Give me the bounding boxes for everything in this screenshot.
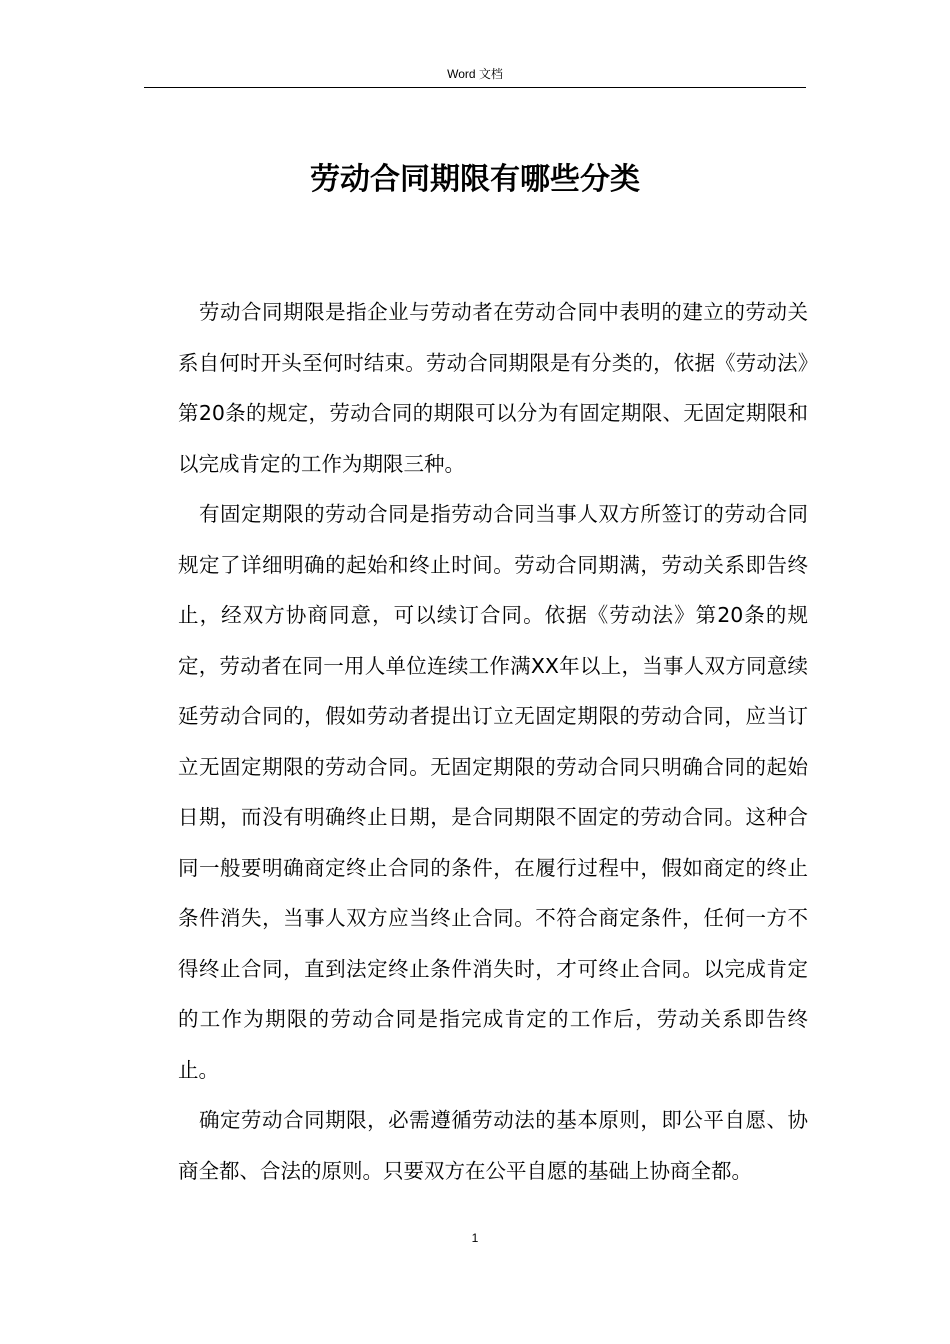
header-divider bbox=[144, 87, 806, 88]
page-header-label: Word 文档 bbox=[447, 67, 503, 81]
paragraph-2: 有固定期限的劳动合同是指劳动合同当事人双方所签订的劳动合同规定了详细明确的起始和终止时间。劳动合同期满，劳动关系即告终止，经双方协商同意，可以续订合同。依据《劳动法》第20条的规定，劳动者在同一用人单位连续工作满XX年以上，当事人双方同意续延劳动合同的，假如劳动者提出订立无固定期限的劳动合同，应当订立无固定期限的劳动合同。无固定期限的劳动合同只明确合同的起始日期，而没有明确终止日期，是合同期限不固定的劳动合同。这种合同一般要明确商定终止合同的条件，在履行过程中，假如商定的终止条件消失，当事人双方应当终止合同。不符合商定条件，任何一方不得终止合同，直到法定终止条件消失时，才可终止合同。以完成肯定的工作为期限的劳动合同是指完成肯定的工作后，劳动关系即告终止。 bbox=[178, 502, 808, 1082]
paragraph-3: 确定劳动合同期限，必需遵循劳动法的基本原则，即公平自愿、协商全都、合法的原则。只要双方在公平自愿的基础上协商全都。 bbox=[178, 1108, 808, 1183]
document-body bbox=[178, 287, 808, 1196]
document-title: 劳动合同期限有哪些分类 bbox=[310, 162, 640, 197]
page-number: 1 bbox=[471, 1231, 479, 1245]
paragraph-1: 劳动合同期限是指企业与劳动者在劳动合同中表明的建立的劳动关系自何时开头至何时结束。劳动合同期限是有分类的，依据《劳动法》第20条的规定，劳动合同的期限可以分为有固定期限、无固定期限和以完成肯定的工作为期限三种。 bbox=[178, 300, 808, 476]
